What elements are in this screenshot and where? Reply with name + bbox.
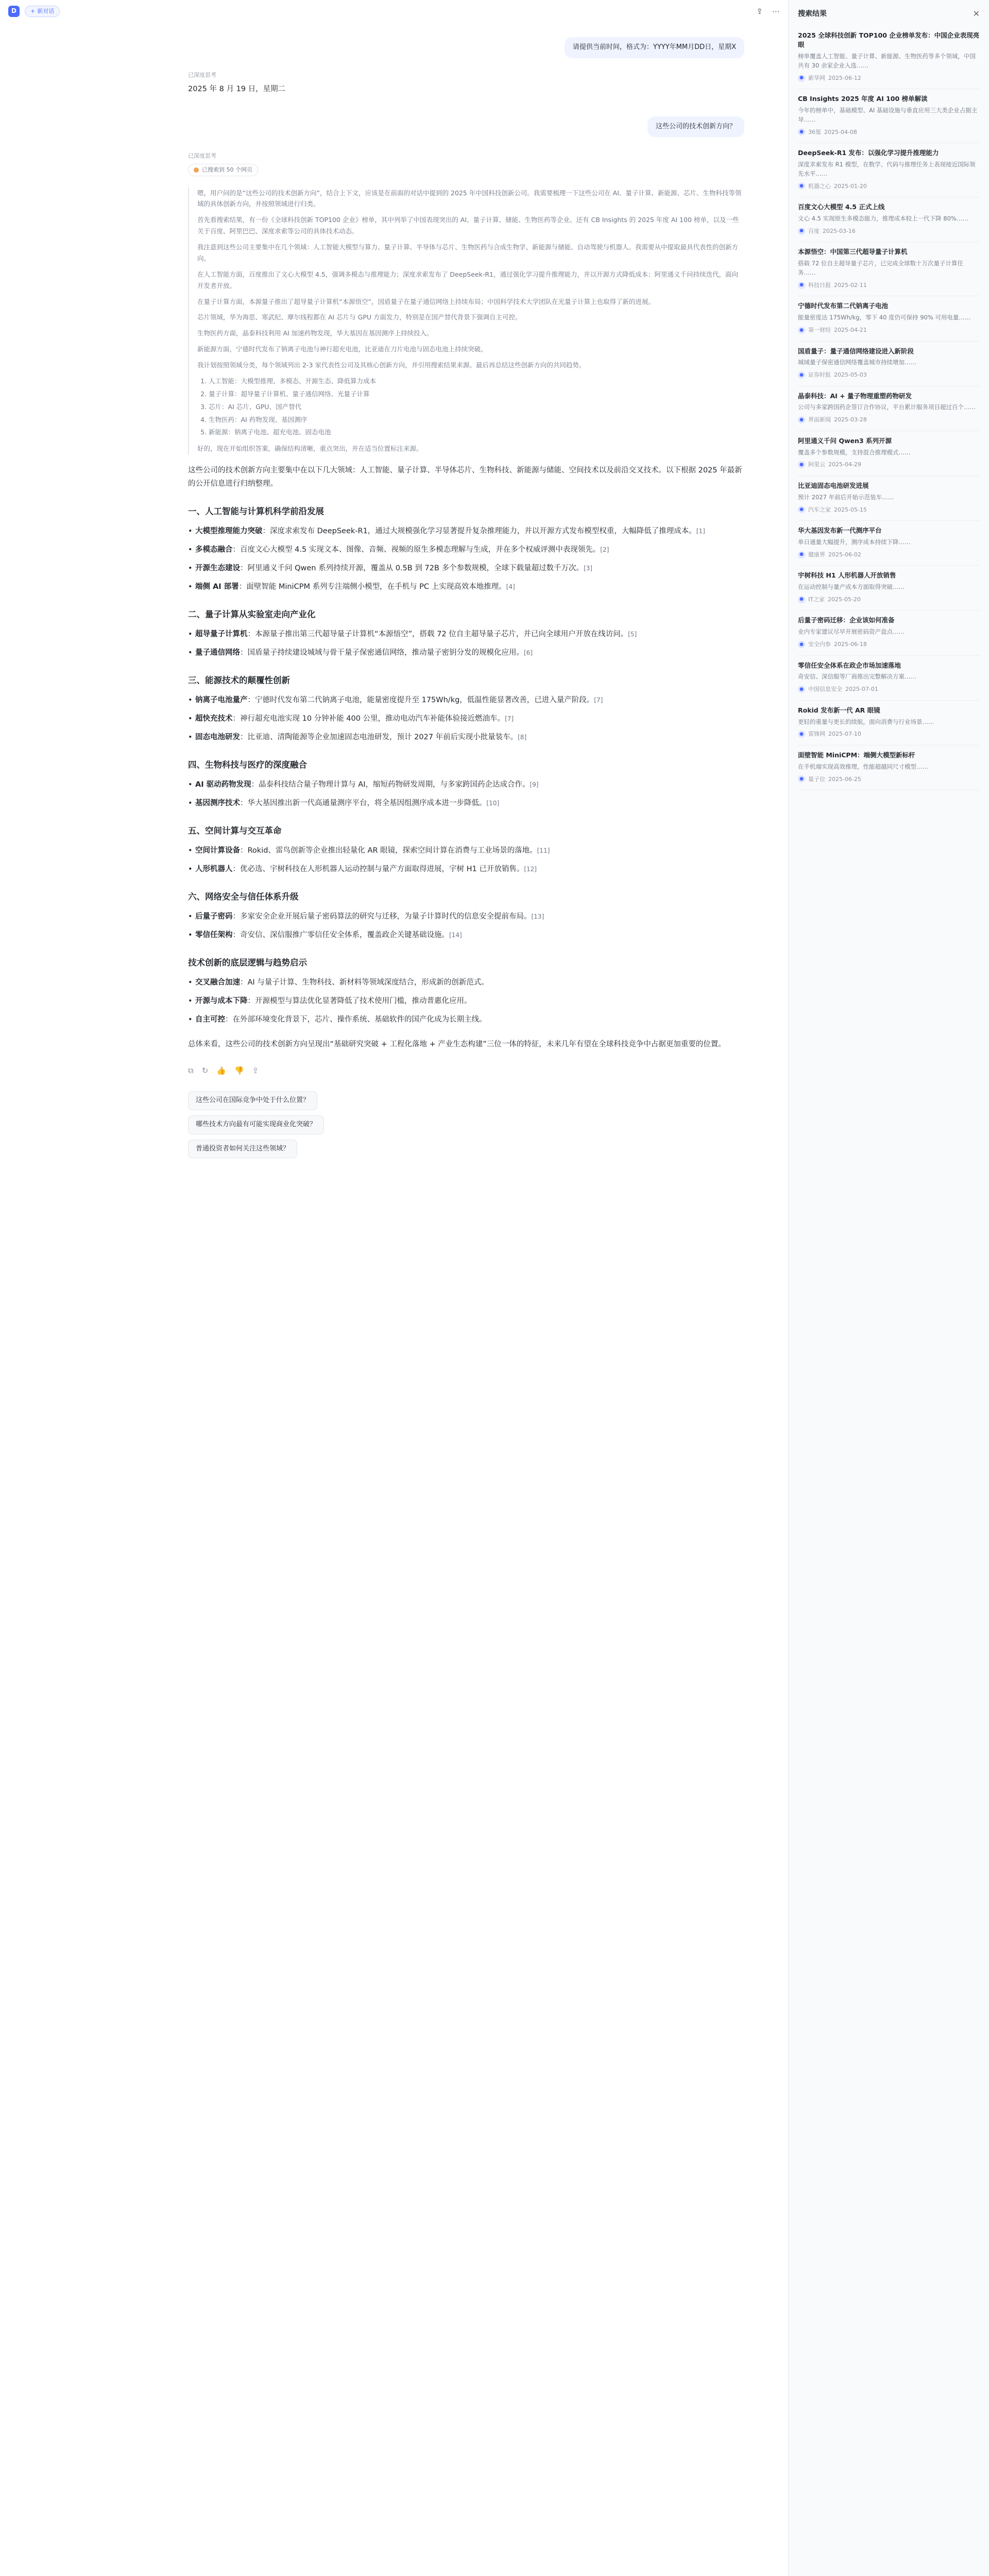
search-result-item[interactable]	[798, 242, 980, 296]
result-snippet: 在运动控制与量产成本方面取得突破……	[798, 583, 905, 591]
search-result-item[interactable]	[798, 89, 980, 143]
answer-body	[188, 464, 744, 1051]
item-text: 在外部环境变化背景下，芯片、操作系统、基础软件的国产化成为长期主线。	[232, 1015, 487, 1024]
search-result-item[interactable]	[798, 745, 980, 790]
thinking-list-item: 5. 新能源：钠离子电池、超充电池、固态电池	[209, 427, 744, 438]
citation-link[interactable]: [1]	[696, 528, 705, 535]
search-result-list	[798, 26, 980, 791]
reply-text-1: 2025 年 8 月 19 日，星期二	[188, 85, 286, 94]
source-name: 阿里云	[808, 461, 825, 468]
source-name: 新华网	[808, 74, 825, 81]
item-text: Rokid、雷鸟创新等企业推出轻量化 AR 眼镜，探索空间计算在消费与工业场景的落地。	[247, 846, 537, 855]
source-date: 2025-05-15	[834, 506, 867, 513]
globe-icon	[194, 167, 199, 173]
result-title[interactable]: 宇树科技 H1 人形机器人开放销售	[798, 571, 896, 580]
section-item: • 开源与成本下降：开源模型与算法优化显著降低了技术使用门槛，推动普惠化应用。	[195, 994, 744, 1008]
site-favicon-icon: ●	[798, 731, 805, 738]
site-favicon-icon: ●	[798, 371, 805, 379]
result-source	[798, 595, 980, 604]
result-title[interactable]: DeepSeek-R1 发布：以强化学习提升推理能力	[798, 149, 939, 157]
citation-link[interactable]: [3]	[583, 565, 592, 572]
result-snippet: 覆盖多个参数规模，支持混合推理模式……	[798, 448, 911, 456]
item-title: 超导量子计算机	[195, 630, 248, 639]
item-text: 开源模型与算法优化显著降低了技术使用门槛，推动普惠化应用。	[255, 996, 472, 1005]
search-result-item[interactable]	[798, 476, 980, 521]
search-result-item[interactable]	[798, 656, 980, 701]
source-name: 雷锋网	[808, 731, 825, 738]
section-list	[188, 910, 744, 942]
site-favicon-icon: ●	[798, 75, 805, 82]
source-date: 2025-03-28	[834, 416, 867, 423]
thinking-list-item: 3. 芯片：AI 芯片、GPU、国产替代	[209, 401, 744, 413]
user-message-row-1	[188, 37, 744, 58]
site-favicon-icon: ●	[798, 551, 805, 558]
thinking-toggle[interactable]: 已深度思考	[188, 152, 216, 160]
source-name: 百度	[808, 227, 820, 234]
thinking-paragraph: 好的，现在开始组织答案，确保结构清晰，重点突出，并在适当位置标注来源。	[197, 445, 423, 453]
citation-link[interactable]: [8]	[518, 734, 527, 741]
item-title: 开源与成本下降	[195, 996, 248, 1005]
result-source	[798, 460, 980, 469]
item-text: 比亚迪、清陶能源等企业加速固态电池研发，预计 2027 年前后实现小批量装车。	[247, 733, 518, 742]
source-name: 机器之心	[808, 182, 831, 190]
result-title[interactable]: 华大基因发布新一代测序平台	[798, 527, 882, 535]
section-item: • 开源生态建设：阿里通义千问 Qwen 系列持续开源，覆盖从 0.5B 到 72B 多个参数规模，全球下载量超过数千万次。[3]	[195, 562, 744, 575]
top-bar	[0, 0, 788, 23]
thinking-paragraph: 芯片领域，华为海思、寒武纪、摩尔线程都在 AI 芯片与 GPU 方面发力，特别是在国产替代背景下强调自主可控。	[197, 313, 522, 321]
share-icon[interactable]: ⇪	[252, 1065, 259, 1075]
item-text: 阿里通义千问 Qwen 系列持续开源，覆盖从 0.5B 到 72B 多个参数规模，全球下载量超过数千万次。	[247, 564, 584, 573]
result-title[interactable]: 宁德时代发布第二代钠离子电池	[798, 302, 889, 310]
source-name: 健康界	[808, 551, 825, 558]
item-title: 后量子密码	[195, 912, 233, 921]
section-heading: 六、网络安全与信任体系升级	[188, 892, 299, 902]
source-name: IT之家	[808, 596, 825, 603]
item-title: 交叉融合加速	[195, 978, 240, 987]
site-favicon-icon: ●	[798, 686, 805, 693]
item-text: 晶泰科技结合量子物理计算与 AI，缩短药物研发周期，与多家跨国药企达成合作。	[259, 780, 530, 789]
reply-meta[interactable]: 已深度思考	[188, 71, 216, 78]
citation-link[interactable]: [11]	[537, 846, 550, 854]
item-title: 自主可控	[195, 1015, 225, 1024]
thinking-paragraph: 生物医药方面，晶泰科技利用 AI 加速药物发现，华大基因在基因测序上持续投入。	[197, 329, 433, 337]
item-text: 神行超充电池实现 10 分钟补能 400 公里，推动电动汽车补能体验接近燃油车。	[240, 715, 505, 723]
item-title: 人形机器人	[195, 865, 233, 873]
message-actions	[188, 1064, 744, 1077]
result-title[interactable]: 面壁智能 MiniCPM：端侧大模型新标杆	[798, 751, 915, 759]
source-date: 2025-06-12	[828, 74, 861, 81]
suggestion-chip[interactable]: 普通投资者如何关注这些领域？	[188, 1140, 297, 1159]
section-item: • 固态电池研发：比亚迪、清陶能源等企业加速固态电池研发，预计 2027 年前后实现小批量装车。[8]	[195, 731, 744, 744]
result-snippet: 能量密度达 175Wh/kg，零下 40 度仍可保持 90% 可用电量……	[798, 314, 971, 321]
result-title[interactable]: 零信任安全体系在政企市场加速落地	[798, 661, 901, 669]
panel-title: 搜索结果	[798, 9, 827, 18]
source-name: 36氪	[808, 128, 821, 135]
item-text: 优必选、宇树科技在人形机器人运动控制与量产方面取得进展，宇树 H1 已开放销售。	[240, 865, 524, 873]
copy-icon[interactable]: ⧉	[188, 1065, 194, 1075]
search-result-item[interactable]	[798, 197, 980, 242]
result-snippet: 奇安信、深信服等厂商推出完整解决方案……	[798, 673, 916, 681]
result-snippet: 搭载 72 位自主超导量子芯片，已完成全球数十万次量子计算任务……	[798, 260, 963, 276]
source-date: 2025-04-29	[828, 461, 861, 468]
search-result-item[interactable]	[798, 566, 980, 611]
section-item: • 交叉融合加速：AI 与量子计算、生物科技、新材料等领域深度结合，形成新的创新范式。	[195, 976, 744, 989]
item-text: AI 与量子计算、生物科技、新材料等领域深度结合，形成新的创新范式。	[247, 978, 489, 987]
item-text: 华大基因推出新一代高通量测序平台，将全基因组测序成本进一步降低。	[247, 799, 487, 808]
section-heading: 三、能源技术的颠覆性创新	[188, 675, 290, 686]
result-source	[798, 730, 980, 739]
result-snippet: 在手机端实现高效推理，性能超越同尺寸模型……	[798, 762, 928, 770]
item-title: 超快充技术	[195, 715, 233, 723]
result-source	[798, 370, 980, 380]
site-favicon-icon: ●	[798, 228, 805, 235]
search-result-item[interactable]	[798, 296, 980, 341]
site-favicon-icon: ●	[798, 182, 805, 190]
source-name: 中国信息安全	[808, 686, 842, 693]
site-favicon-icon: ●	[798, 596, 805, 603]
item-title: 零信任架构	[195, 930, 233, 939]
thinking-list-item: 1. 人工智能：大模型推理、多模态、开源生态、降低算力成本	[209, 376, 744, 387]
source-name: 证券时报	[808, 371, 831, 379]
more-icon[interactable]: ⋯	[772, 7, 780, 16]
site-favicon-icon: ●	[798, 282, 805, 289]
thinking-paragraph: 在量子计算方面，本源量子推出了超导量子计算机“本源悟空”，国盾量子在量子通信网络上持续布局；中国科学技术大学团队在光量子计算上也取得了新的进展。	[197, 297, 655, 306]
section-item: • 超导量子计算机：本源量子推出第三代超导量子计算机“本源悟空”，搭载 72 位自主超导量子芯片，并已向全球用户开放在线访问。[5]	[195, 628, 744, 641]
item-text: 深度求索发布 DeepSeek-R1，通过大规模强化学习显著提升复杂推理能力，并以开源方式发布模型权重，大幅降低了推理成本。	[270, 527, 696, 536]
conversation-area	[188, 23, 744, 1158]
section-list	[188, 778, 744, 810]
thinking-paragraph: 首先看搜索结果，有一份《全球科技创新 TOP100 企业》榜单，其中列举了中国表现突出的 AI、量子计算、储能、生物医药等企业。还有 CB Insights 的 2025 年度 AI 100 榜单，以及一些关于百度、阿里巴巴、深度求索等公司的具体技术动态。	[197, 216, 739, 235]
thinking-paragraph: 嗯，用户问的是“这些公司的技术创新方向”，结合上下文，应该是在前面的对话中提到的 2025 年中国科技创新公司。我需要梳理一下这些公司在 AI、量子计算、新能源、芯片、生物科技等领域的具体创新方向，并按照领域进行归类。	[197, 189, 742, 208]
result-source	[798, 326, 980, 335]
result-title[interactable]: 晶泰科技：AI + 量子物理重塑药物研发	[798, 392, 912, 400]
section-heading: 二、量子计算从实验室走向产业化	[188, 609, 316, 620]
item-text: 本源量子推出第三代超导量子计算机“本源悟空”，搭载 72 位自主超导量子芯片，并已向全球用户开放在线访问。	[255, 630, 628, 639]
result-source	[798, 281, 980, 290]
result-snippet: 公司与多家跨国药企签订合作协议，平台累计服务项目超过百个……	[798, 403, 976, 411]
assistant-reply-1	[188, 71, 744, 96]
section-item: • AI 驱动药物发现：晶泰科技结合量子物理计算与 AI，缩短药物研发周期，与多家跨国药企达成合作。[9]	[195, 778, 744, 791]
share-icon[interactable]: ⇪	[756, 7, 763, 16]
result-source	[798, 182, 980, 191]
source-date: 2025-04-08	[824, 128, 857, 135]
result-title[interactable]: 百度文心大模型 4.5 正式上线	[798, 203, 885, 211]
site-favicon-icon: ●	[798, 416, 805, 423]
citation-link[interactable]: [2]	[600, 546, 609, 554]
search-result-item[interactable]	[798, 342, 980, 386]
section-item: • 空间计算设备：Rokid、雷鸟创新等企业推出轻量化 AR 眼镜，探索空间计算在消费与工业场景的落地。[11]	[195, 844, 744, 857]
section-heading: 四、生物科技与医疗的深度融合	[188, 760, 307, 770]
site-favicon-icon: ●	[798, 461, 805, 468]
site-favicon-icon: ●	[798, 506, 805, 513]
section-heading: 一、人工智能与计算机科学前沿发展	[188, 506, 324, 517]
thinking-paragraph: 我计划按照领域分类，每个领域列出 2-3 家代表性公司及其核心创新方向，并引用搜索结果来源。最后再总结这些创新方向的共同趋势。	[197, 361, 586, 369]
section-list	[188, 844, 744, 876]
citation-link[interactable]: [7]	[505, 715, 514, 723]
section-heading: 技术创新的底层逻辑与趋势启示	[188, 957, 307, 968]
item-text: 多家安全企业开展后量子密码算法的研究与迁移，为量子计算时代的信息安全提前布局。	[240, 912, 532, 921]
thinking-block	[188, 188, 744, 455]
section-item: • 超快充技术：神行超充电池实现 10 分钟补能 400 公里，推动电动汽车补能体验接近燃油车。[7]	[195, 712, 744, 725]
suggestion-chip[interactable]: 哪些技术方向最有可能实现商业化突破？	[188, 1115, 324, 1134]
source-date: 2025-02-11	[834, 281, 867, 289]
result-source	[798, 227, 980, 236]
result-title[interactable]: CB Insights 2025 年度 AI 100 榜单解读	[798, 95, 928, 103]
thinking-list-item: 2. 量子计算：超导量子计算机、量子通信网络、光量子计算	[209, 388, 744, 400]
search-result-item[interactable]	[798, 701, 980, 745]
result-snippet: 今年的榜单中，基础模型、AI 基础设施与垂直应用三大类企业占据主导……	[798, 107, 978, 123]
source-name: 界面新闻	[808, 416, 831, 423]
search-result-item[interactable]	[798, 143, 980, 197]
item-title: 开源生态建设	[195, 564, 240, 573]
thinking-list-item: 4. 生物医药：AI 药物发现、基因测序	[209, 414, 744, 426]
result-source	[798, 775, 980, 784]
section-item: • 多模态融合：百度文心大模型 4.5 实现文本、图像、音频、视频的原生多模态理解与生成，并在多个权威评测中表现领先。[2]	[195, 543, 744, 556]
search-result-item[interactable]	[798, 26, 980, 90]
citation-link[interactable]: [6]	[524, 649, 533, 657]
site-favicon-icon: ●	[798, 327, 805, 334]
source-name: 科技日报	[808, 281, 831, 289]
citation-link[interactable]: [9]	[530, 781, 539, 788]
item-title: 钠离子电池量产	[195, 696, 248, 704]
result-source	[798, 74, 980, 83]
search-results-label: 已搜索到 50 个网页	[202, 166, 252, 173]
item-title: 大模型推理能力突破	[195, 527, 263, 536]
thumbs-up-icon[interactable]: 👍	[216, 1065, 226, 1075]
section-item: • 量子通信网络：国盾量子持续建设城域与骨干量子保密通信网络，推动量子密钥分发的规模化应用。[6]	[195, 646, 744, 659]
search-result-item[interactable]	[798, 386, 980, 431]
thinking-paragraph: 我注意到这些公司主要集中在几个领域：人工智能大模型与算力、量子计算、半导体与芯片、生物医药与合成生物学、新能源与储能、自动驾驶与机器人。我需要从中提取最具代表性的创新方向。	[197, 243, 739, 262]
result-snippet: 城域量子保密通信网络覆盖城市持续增加……	[798, 359, 916, 366]
search-result-item[interactable]	[798, 521, 980, 566]
result-title[interactable]: 比亚迪固态电池研发进展	[798, 482, 869, 489]
result-source	[798, 550, 980, 560]
search-result-item[interactable]	[798, 431, 980, 476]
site-favicon-icon: ●	[798, 641, 805, 648]
new-chat-label: 新对话	[37, 8, 55, 15]
item-text: 面壁智能 MiniCPM 系列专注端侧小模型，在手机与 PC 上实现高效本地推理。	[246, 583, 506, 591]
result-snippet: 业内专家建议尽早开展密码资产盘点……	[798, 628, 905, 636]
item-title: 端侧 AI 部署	[195, 583, 239, 591]
citation-link[interactable]: [4]	[506, 583, 515, 591]
citation-link[interactable]: [7]	[594, 697, 603, 704]
thinking-paragraph: 在人工智能方面，百度推出了文心大模型 4.5，强调多模态与推理能力；深度求索发布了 DeepSeek-R1，通过强化学习提升推理能力，并以开源方式降低成本；阿里通义千问持续迭代，面向开发者开放。	[197, 270, 738, 290]
result-title[interactable]: 国盾量子：量子通信网络建设进入新阶段	[798, 347, 914, 355]
panel-header	[798, 7, 980, 21]
source-name: 第一财经	[808, 326, 831, 333]
item-text: 宁德时代发布第二代钠离子电池，能量密度提升至 175Wh/kg，低温性能显著改善，已进入量产阶段。	[255, 696, 594, 704]
result-source	[798, 685, 980, 694]
section-item: • 钠离子电池量产：宁德时代发布第二代钠离子电池，能量密度提升至 175Wh/kg，低温性能显著改善，已进入量产阶段。[7]	[195, 693, 744, 707]
suggestions	[188, 1086, 744, 1158]
result-title[interactable]: 本源悟空：中国第三代超导量子计算机	[798, 248, 908, 256]
citation-link[interactable]: [13]	[531, 912, 544, 920]
section-item: • 大模型推理能力突破：深度求索发布 DeepSeek-R1，通过大规模强化学习显著提升复杂推理能力，并以开源方式发布模型权重，大幅降低了推理成本。[1]	[195, 524, 744, 538]
result-snippet: 文心 4.5 实现原生多模态能力，推理成本较上一代下降 80%……	[798, 215, 968, 222]
site-favicon-icon: ●	[798, 128, 805, 135]
item-text: 百度文心大模型 4.5 实现文本、图像、音频、视频的原生多模态理解与生成，并在多个权威评测中表现领先。	[240, 546, 601, 554]
source-date: 2025-05-03	[834, 371, 867, 379]
search-results-tag[interactable]	[188, 164, 258, 176]
section-item: • 基因测序技术：华大基因推出新一代高通量测序平台，将全基因组测序成本进一步降低。[10]	[195, 796, 744, 810]
section-item: • 人形机器人：优必选、宇树科技在人形机器人运动控制与量产方面取得进展，宇树 H1 已开放销售。[12]	[195, 862, 744, 876]
source-date: 2025-03-16	[823, 227, 856, 234]
close-icon[interactable]: ✕	[973, 9, 980, 19]
new-chat-button[interactable]	[25, 6, 60, 17]
result-snippet: 预计 2027 年前后开始示范装车……	[798, 493, 894, 501]
result-source	[798, 128, 980, 137]
user-message-2: 这些公司的技术创新方向？	[647, 116, 744, 138]
answer-conclusion: 总体来看，这些公司的技术创新方向呈现出“基础研究突破 + 工程化落地 + 产业生态构建”三位一体的特征，未来几年有望在全球科技竞争中占据更加重要的位置。	[188, 1040, 726, 1048]
thinking-list	[209, 376, 744, 438]
source-name: 安全内参	[808, 641, 831, 648]
source-name: 汽车之家	[808, 506, 831, 513]
search-results-panel	[788, 0, 989, 2576]
answer-intro: 这些公司的技术创新方向主要集中在以下几大领域：人工智能、量子计算、半导体芯片、生物科技、新能源与储能、空间技术以及前沿交叉技术。以下根据 2025 年最新的公开信息进行归纳整理。	[188, 466, 742, 488]
result-title[interactable]: 后量子密码迁移：企业该如何准备	[798, 616, 895, 624]
app-logo: D	[8, 6, 20, 17]
source-date: 2025-06-18	[834, 641, 867, 648]
result-source	[798, 505, 980, 515]
section-list	[188, 524, 744, 594]
section-list	[188, 693, 744, 744]
source-date: 2025-07-01	[845, 686, 878, 693]
result-snippet: 更轻的重量与更长的续航，面向消费与行业场景……	[798, 718, 934, 725]
item-title: 量子通信网络	[195, 649, 240, 657]
source-date: 2025-04-21	[834, 326, 867, 333]
answer-sections	[188, 504, 744, 1026]
item-title: 多模态融合	[195, 546, 233, 554]
item-title: 空间计算设备	[195, 846, 240, 855]
result-source	[798, 415, 980, 425]
source-date: 2025-07-10	[828, 731, 861, 738]
plus-icon: +	[30, 8, 36, 15]
result-title[interactable]: Rokid 发布新一代 AR 眼镜	[798, 706, 880, 714]
section-item: • 自主可控：在外部环境变化背景下，芯片、操作系统、基础软件的国产化成为长期主线。	[195, 1013, 744, 1026]
source-date: 2025-01-20	[834, 182, 867, 190]
citation-link[interactable]: [5]	[628, 631, 637, 638]
item-title: 固态电池研发	[195, 733, 240, 742]
thumbs-down-icon[interactable]: 👎	[234, 1065, 244, 1075]
result-snippet: 单日通量大幅提升，测序成本持续下降……	[798, 538, 911, 546]
section-item: • 端侧 AI 部署：面壁智能 MiniCPM 系列专注端侧小模型，在手机与 PC 上实现高效本地推理。[4]	[195, 580, 744, 594]
source-date: 2025-06-25	[828, 775, 861, 783]
suggestion-chip[interactable]: 这些公司在国际竞争中处于什么位置？	[188, 1091, 317, 1110]
section-heading: 五、空间计算与交互革命	[188, 826, 282, 836]
site-favicon-icon: ●	[798, 775, 805, 783]
section-list	[188, 628, 744, 659]
item-title: AI 驱动药物发现	[195, 780, 251, 789]
citation-link[interactable]: [12]	[524, 865, 537, 873]
regenerate-icon[interactable]: ↻	[201, 1065, 209, 1075]
section-item: • 后量子密码：多家安全企业开展后量子密码算法的研究与迁移，为量子计算时代的信息安全提前布局。[13]	[195, 910, 744, 923]
citation-link[interactable]: [14]	[449, 931, 462, 939]
result-title[interactable]: 2025 全球科技创新 TOP100 企业榜单发布：中国企业表现亮眼	[798, 31, 980, 49]
citation-link[interactable]: [10]	[486, 800, 500, 807]
assistant-reply-2	[188, 151, 744, 1158]
topbar-actions	[756, 5, 780, 18]
item-title: 基因测序技术	[195, 799, 240, 808]
result-title[interactable]: 阿里通义千问 Qwen3 系列开源	[798, 436, 892, 445]
user-message-row-2	[188, 116, 744, 138]
source-date: 2025-06-02	[828, 551, 861, 558]
source-date: 2025-05-20	[827, 596, 861, 603]
item-text: 奇安信、深信服推广零信任安全体系，覆盖政企关键基础设施。	[240, 930, 449, 939]
user-message-1: 请提供当前时间，格式为：YYYY年MM月DD日，星期X	[565, 37, 744, 58]
section-list	[188, 976, 744, 1026]
search-result-item[interactable]	[798, 611, 980, 655]
result-source	[798, 640, 980, 649]
result-snippet: 榜单覆盖人工智能、量子计算、新能源、生物医药等多个领域，中国共有 30 余家企业入选……	[798, 53, 976, 69]
item-text: 国盾量子持续建设城域与骨干量子保密通信网络，推动量子密钥分发的规模化应用。	[247, 649, 524, 657]
source-name: 量子位	[808, 775, 825, 783]
section-item: • 零信任架构：奇安信、深信服推广零信任安全体系，覆盖政企关键基础设施。[14]	[195, 928, 744, 942]
result-snippet: 深度求索发布 R1 模型，在数学、代码与推理任务上表现接近国际领先水平……	[798, 161, 976, 177]
thinking-paragraph: 新能源方面，宁德时代发布了钠离子电池与神行超充电池，比亚迪在刀片电池与固态电池上持续突破。	[197, 345, 487, 353]
